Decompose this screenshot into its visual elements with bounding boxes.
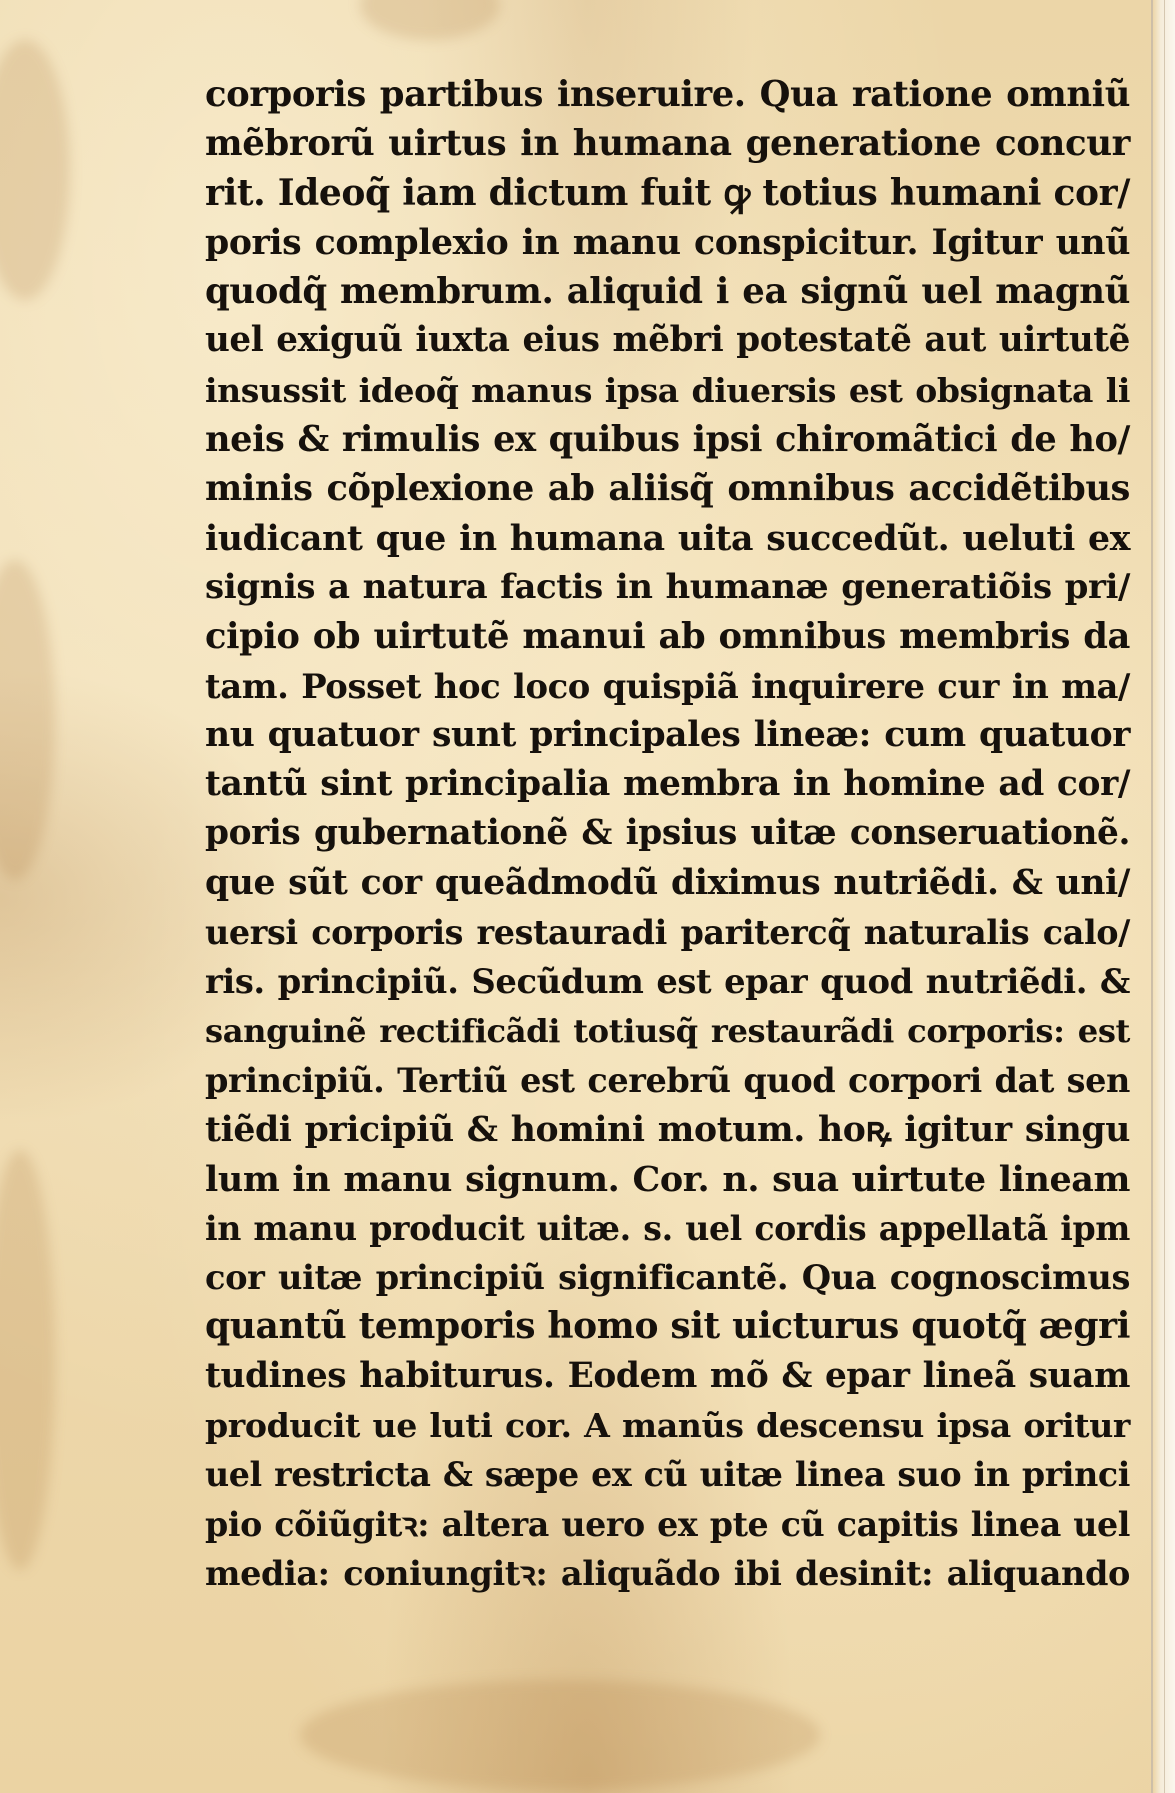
text-line: poris gubernationẽ & ipsius uitæ conseruationẽ. (205, 813, 1130, 854)
text-line: principiũ. Tertiũ est cerebrũ quod corpori dat sen (205, 1060, 1130, 1100)
text-line: signis a natura factis in humanæ generatiõis pri/ (205, 566, 1130, 607)
text-line: corporis partibus inseruire. Qua ratione omniũ (205, 74, 1130, 115)
text-line: rit. Ideoq̃ iam dictum fuit ꝙ totius humani cor/ (205, 171, 1130, 214)
page-edge-line (1164, 0, 1165, 1793)
text-line: quodq̃ membrum. aliquid i ea signũ uel magnũ (205, 271, 1130, 313)
paper-stain (360, 0, 500, 40)
paper-stain (300, 1680, 820, 1790)
text-line: lum in manu signum. Cor. n. sua uirtute lineam (205, 1158, 1130, 1200)
text-line: in manu producit uitæ. s. uel cordis appellatã ipm (205, 1208, 1130, 1248)
paper-stain (0, 560, 55, 880)
text-line: uersi corporis restauradi paritercq̃ naturalis calo/ (205, 913, 1130, 953)
text-line: tantũ sint principalia membra in homine ad cor/ (205, 764, 1130, 805)
text-line: tiẽdi pricipiũ & homini motum. hoꝶ igitur singu (205, 1109, 1130, 1151)
paper-stain (0, 40, 70, 300)
text-line: tudines habiturus. Eodem mõ & epar lineã suam (205, 1355, 1130, 1396)
text-line: tam. Posset hoc loco quispiã inquirere cur in ma/ (205, 665, 1130, 706)
text-line: insussit ideoq̃ manus ipsa diuersis est obsignata li (205, 370, 1130, 410)
text-line: sanguinẽ rectificãdi totiusq̃ restaurãdi corporis: est (205, 1011, 1130, 1050)
text-line: minis cõplexione ab aliisq̃ omnibus accidẽtibus (205, 468, 1130, 510)
text-line: uel exiguũ iuxta eius mẽbri potestatẽ aut uirtutẽ (205, 320, 1130, 361)
text-line: que sũt cor queãdmodũ diximus nutriẽdi. & uni/ (205, 862, 1130, 903)
text-line: iudicant que in humana uita succedũt. ueluti ex (205, 517, 1130, 559)
text-line: ris. principiũ. Secũdum est epar quod nutriẽdi. & (205, 961, 1130, 1002)
paper-stain (0, 1150, 55, 1570)
text-line: nu quatuor sunt principales lineæ: cum quatuor (205, 714, 1130, 755)
text-line: cor uitæ principiũ significantẽ. Qua cognoscimus (205, 1257, 1130, 1298)
printed-text-block (205, 70, 1130, 1598)
text-line: uel restricta & sæpe ex cũ uitæ linea suo in princi (205, 1455, 1130, 1495)
text-line: cipio ob uirtutẽ manui ab omnibus membris da (205, 616, 1130, 658)
text-line: producit ue luti cor. A manũs descensu ipsa oritur (205, 1406, 1130, 1446)
page-right-edge (1151, 0, 1175, 1793)
text-line: pio cõiũgitꝛ: altera uero ex pte cũ capitis linea uel (205, 1504, 1130, 1544)
text-line: mẽbrorũ uirtus in humana generatione concur (205, 123, 1130, 165)
text-line: quantũ temporis homo sit uicturus quotq̃ ægri (205, 1305, 1130, 1348)
text-line: poris complexio in manu conspicitur. Igitur unũ (205, 221, 1130, 263)
text-line: media: coniungitꝛ: aliquãdo ibi desinit: aliquando (205, 1553, 1130, 1593)
text-line: neis & rimulis ex quibus ipsi chiromãtici de ho/ (205, 419, 1130, 461)
